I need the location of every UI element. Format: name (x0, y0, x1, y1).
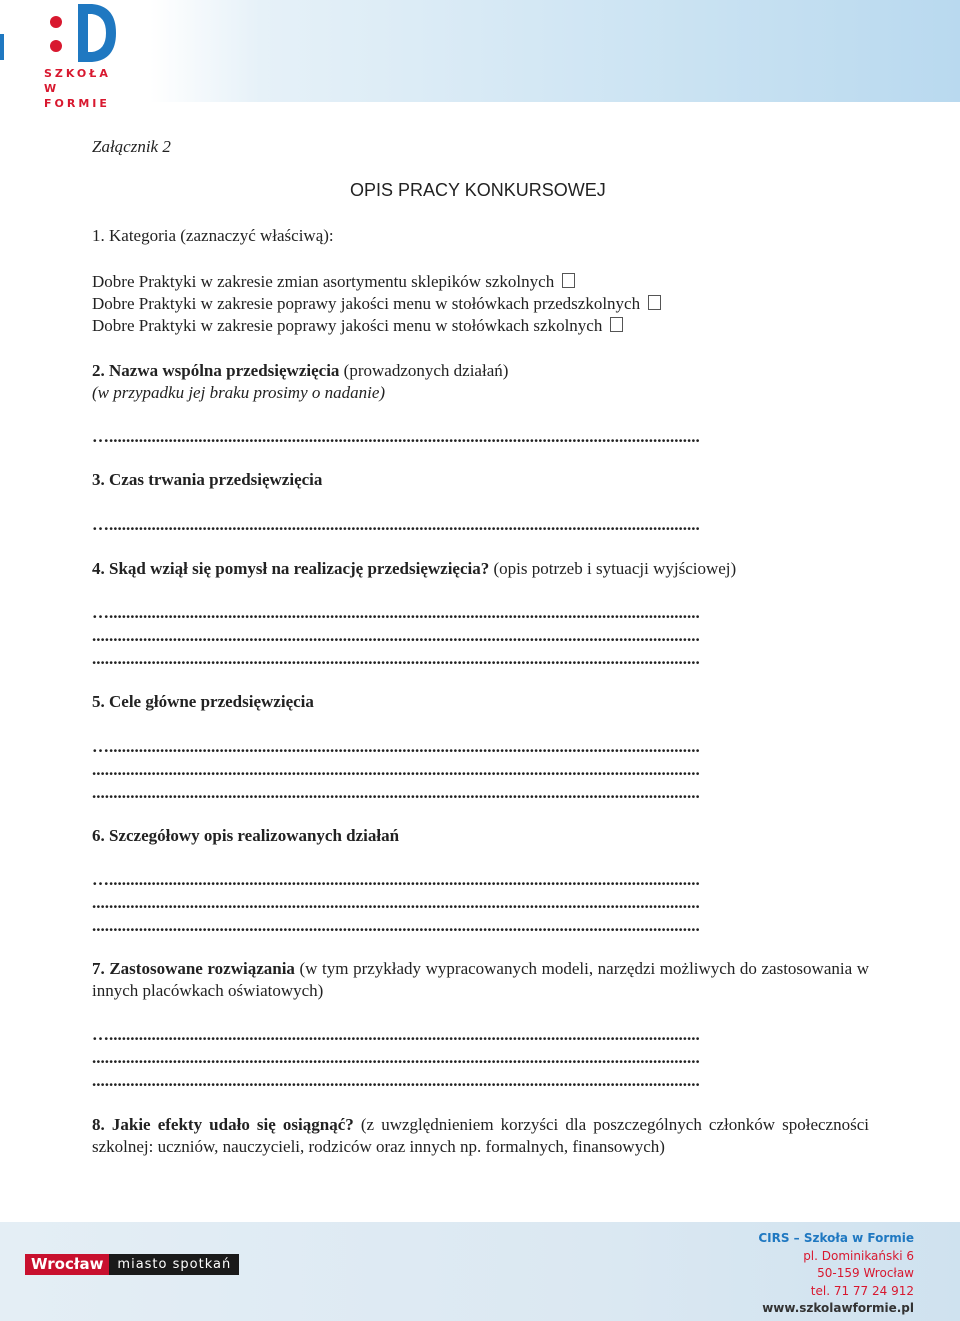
answer-line[interactable]: …........................................................................................................................................... (92, 430, 700, 444)
logo-line-2: W FORMIE (44, 82, 110, 110)
wroclaw-logo (25, 1254, 239, 1275)
szkola-w-formie-logo (0, 0, 140, 110)
section-4-label-bold: 4. Skąd wziął się pomysł na realizację przedsięwzięcia? (92, 559, 490, 578)
answer-line[interactable]: ............................................................................................................................................... (92, 896, 700, 910)
section-2-label-bold: 2. Nazwa wspólna przedsięwzięcia (92, 361, 340, 380)
logo-line-1: SZKOŁA (44, 67, 111, 80)
checkbox-icon[interactable] (562, 273, 575, 288)
answer-line[interactable]: …........................................................................................................................................... (92, 873, 700, 887)
section-7-label-rest: (w tym przykłady wypracowanych modeli, narzędzi możliwych do zastosowania w innych placówkach oświatowych) (92, 959, 869, 1000)
answer-line[interactable]: ............................................................................................................................................... (92, 1051, 700, 1065)
contact-website-link[interactable]: www.szkolawformie.pl (762, 1301, 914, 1315)
answer-line[interactable]: …........................................................................................................................................... (92, 1028, 700, 1042)
section-7-label (92, 958, 869, 1002)
category-option-3-text: Dobre Praktyki w zakresie poprawy jakości menu w stołówkach szkolnych (92, 316, 603, 335)
contact-title: CIRS – Szkoła w Formie (758, 1231, 914, 1245)
section-5-label: 5. Cele główne przedsięwzięcia (92, 692, 314, 711)
wroclaw-logo-name: Wrocław (25, 1254, 109, 1275)
wroclaw-logo-slogan: miasto spotkań (109, 1254, 239, 1275)
section-8-label (92, 1114, 869, 1158)
section-2-label (92, 361, 508, 381)
footer-contact (758, 1230, 914, 1318)
attachment-label: Załącznik 2 (92, 137, 171, 156)
answer-line[interactable]: ............................................................................................................................................... (92, 919, 700, 933)
category-option-1 (92, 272, 575, 292)
category-option-2 (92, 294, 661, 314)
section-3-label: 3. Czas trwania przedsięwzięcia (92, 470, 323, 489)
contact-address-line-2: 50-159 Wrocław (817, 1266, 914, 1280)
section-4-label-rest: (opis potrzeb i sytuacji wyjściowej) (489, 559, 737, 578)
answer-line[interactable]: ............................................................................................................................................... (92, 763, 700, 777)
category-option-2-text: Dobre Praktyki w zakresie poprawy jakości menu w stołówkach przedszkolnych (92, 294, 641, 313)
answer-line[interactable]: …........................................................................................................................................... (92, 606, 700, 620)
answer-line[interactable]: …........................................................................................................................................... (92, 518, 700, 532)
contact-phone: tel. 71 77 24 912 (810, 1283, 914, 1298)
section-1-label: 1. Kategoria (zaznaczyć właściwą): (92, 226, 334, 245)
logo-wordmark (44, 66, 124, 111)
category-option-3 (92, 316, 623, 336)
section-7-label-bold: 7. Zastosowane rozwiązania (92, 959, 295, 978)
section-8-label-bold: 8. Jakie efekty udało się osiągnąć? (92, 1115, 354, 1134)
checkbox-icon[interactable] (648, 295, 661, 310)
page-title: OPIS PRACY KONKURSOWEJ (350, 180, 606, 200)
section-2-label-rest: (prowadzonych działań) (339, 361, 509, 380)
section-2-note: (w przypadku jej braku prosimy o nadanie) (92, 383, 386, 402)
contact-address-line-1: pl. Dominikański 6 (803, 1248, 914, 1263)
section-8-label-rest: (z uwzględnieniem korzyści dla poszczególnych członków społeczności szkolnej: uczniów, nauczycieli, rodziców oraz innych np. formalnych, finansowych) (92, 1115, 869, 1156)
answer-line[interactable]: ............................................................................................................................................... (92, 652, 700, 666)
answer-line[interactable]: …........................................................................................................................................... (92, 740, 700, 754)
header-band (0, 0, 960, 102)
section-6-label: 6. Szczegółowy opis realizowanych działań (92, 826, 400, 845)
section-4-label (92, 559, 736, 579)
answer-line[interactable]: ............................................................................................................................................... (92, 786, 700, 800)
answer-line[interactable]: ............................................................................................................................................... (92, 629, 700, 643)
category-option-1-text: Dobre Praktyki w zakresie zmian asortymentu sklepików szkolnych (92, 272, 555, 291)
checkbox-icon[interactable] (610, 317, 623, 332)
answer-line[interactable]: ............................................................................................................................................... (92, 1074, 700, 1088)
